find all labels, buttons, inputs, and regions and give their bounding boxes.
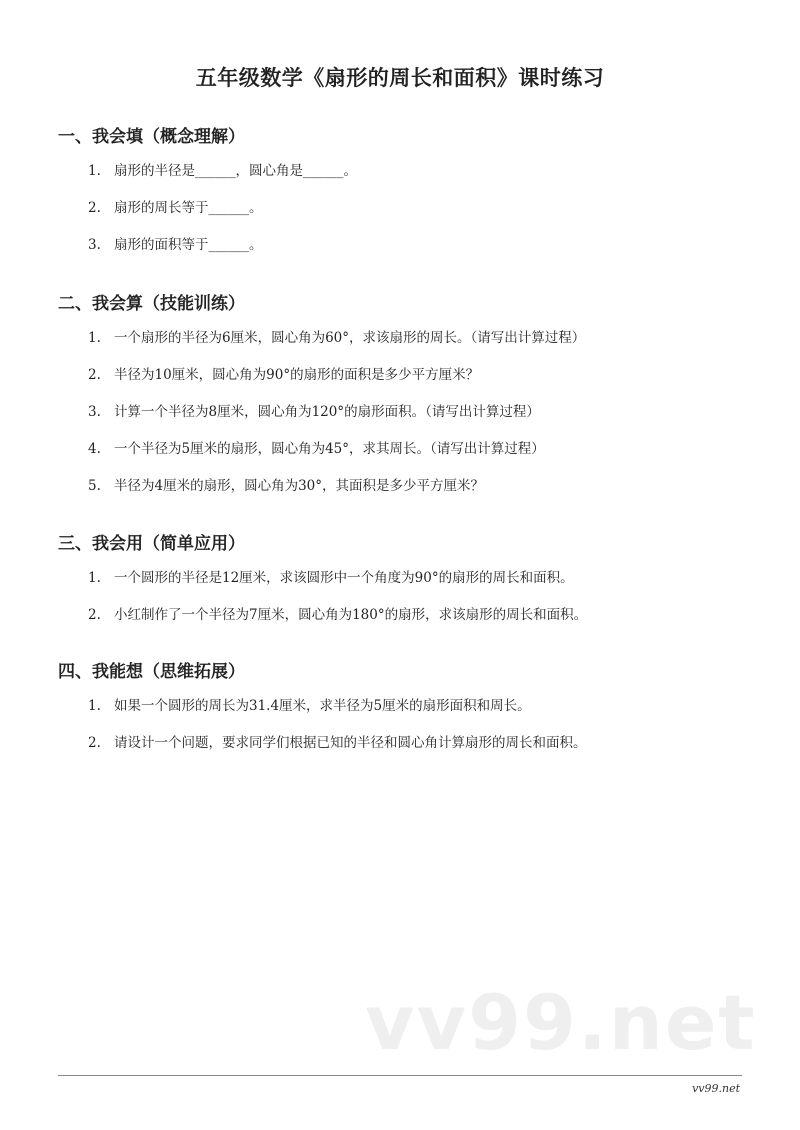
document-title: 五年级数学《扇形的周长和面积》课时练习 bbox=[195, 66, 605, 90]
question-text: 一个圆形的半径是12厘米，求该圆形中一个角度为90°的扇形的周长和面积。 bbox=[114, 570, 574, 586]
section-calculation bbox=[58, 289, 758, 513]
section-thinking bbox=[58, 657, 758, 770]
question-item bbox=[88, 476, 758, 513]
question-text: 如果一个圆形的周长为31.4厘米，求半径为5厘米的扇形面积和周长。 bbox=[114, 698, 531, 714]
question-text: 一个半径为5厘米的扇形，圆心角为45°，求其周长。（请写出计算过程） bbox=[114, 441, 545, 457]
question-number: 1. bbox=[88, 163, 101, 179]
question-item bbox=[88, 161, 758, 198]
question-item bbox=[88, 605, 758, 642]
question-item bbox=[88, 696, 758, 733]
question-item bbox=[88, 568, 758, 605]
section-application bbox=[58, 529, 758, 642]
question-text: 计算一个半径为8厘米，圆心角为120°的扇形面积。（请写出计算过程） bbox=[114, 404, 540, 420]
question-number: 1. bbox=[88, 330, 101, 346]
question-item bbox=[88, 235, 758, 272]
question-item bbox=[88, 733, 758, 770]
question-text: 一个扇形的半径为6厘米，圆心角为60°，求该扇形的周长。（请写出计算过程） bbox=[114, 330, 586, 346]
question-item bbox=[88, 365, 758, 402]
question-text: 小红制作了一个半径为7厘米，圆心角为180°的扇形，求该扇形的周长和面积。 bbox=[114, 607, 588, 623]
question-item bbox=[88, 198, 758, 235]
question-number: 3. bbox=[88, 404, 101, 420]
question-number: 2. bbox=[88, 607, 101, 623]
question-number: 4. bbox=[88, 441, 101, 457]
question-item bbox=[88, 439, 758, 476]
section-heading: 一、我会填（概念理解） bbox=[58, 127, 245, 147]
section-heading: 三、我会用（简单应用） bbox=[58, 534, 245, 554]
question-text: 半径为4厘米的扇形，圆心角为30°，其面积是多少平方厘米？ bbox=[114, 478, 485, 494]
watermark: vv99.net bbox=[365, 978, 757, 1067]
section-heading: 二、我会算（技能训练） bbox=[58, 294, 245, 314]
question-number: 3. bbox=[88, 237, 101, 253]
question-number: 2. bbox=[88, 735, 101, 751]
question-text: 扇形的半径是______，圆心角是______。 bbox=[114, 163, 357, 179]
question-item bbox=[88, 328, 758, 365]
footer-divider bbox=[58, 1075, 742, 1076]
question-text: 扇形的周长等于______。 bbox=[114, 200, 263, 216]
section-fill-in bbox=[58, 122, 758, 272]
question-number: 5. bbox=[88, 478, 101, 494]
question-text: 扇形的面积等于______。 bbox=[114, 237, 263, 253]
question-item bbox=[88, 402, 758, 439]
question-text: 半径为10厘米，圆心角为90°的扇形的面积是多少平方厘米？ bbox=[114, 367, 480, 383]
section-heading: 四、我能想（思维拓展） bbox=[58, 662, 245, 682]
question-number: 2. bbox=[88, 200, 101, 216]
question-text: 请设计一个问题，要求同学们根据已知的半径和圆心角计算扇形的周长和面积。 bbox=[114, 735, 587, 751]
question-number: 1. bbox=[88, 698, 101, 714]
footer-site-label: vv99.net bbox=[692, 1082, 740, 1095]
question-number: 2. bbox=[88, 367, 101, 383]
question-number: 1. bbox=[88, 570, 101, 586]
